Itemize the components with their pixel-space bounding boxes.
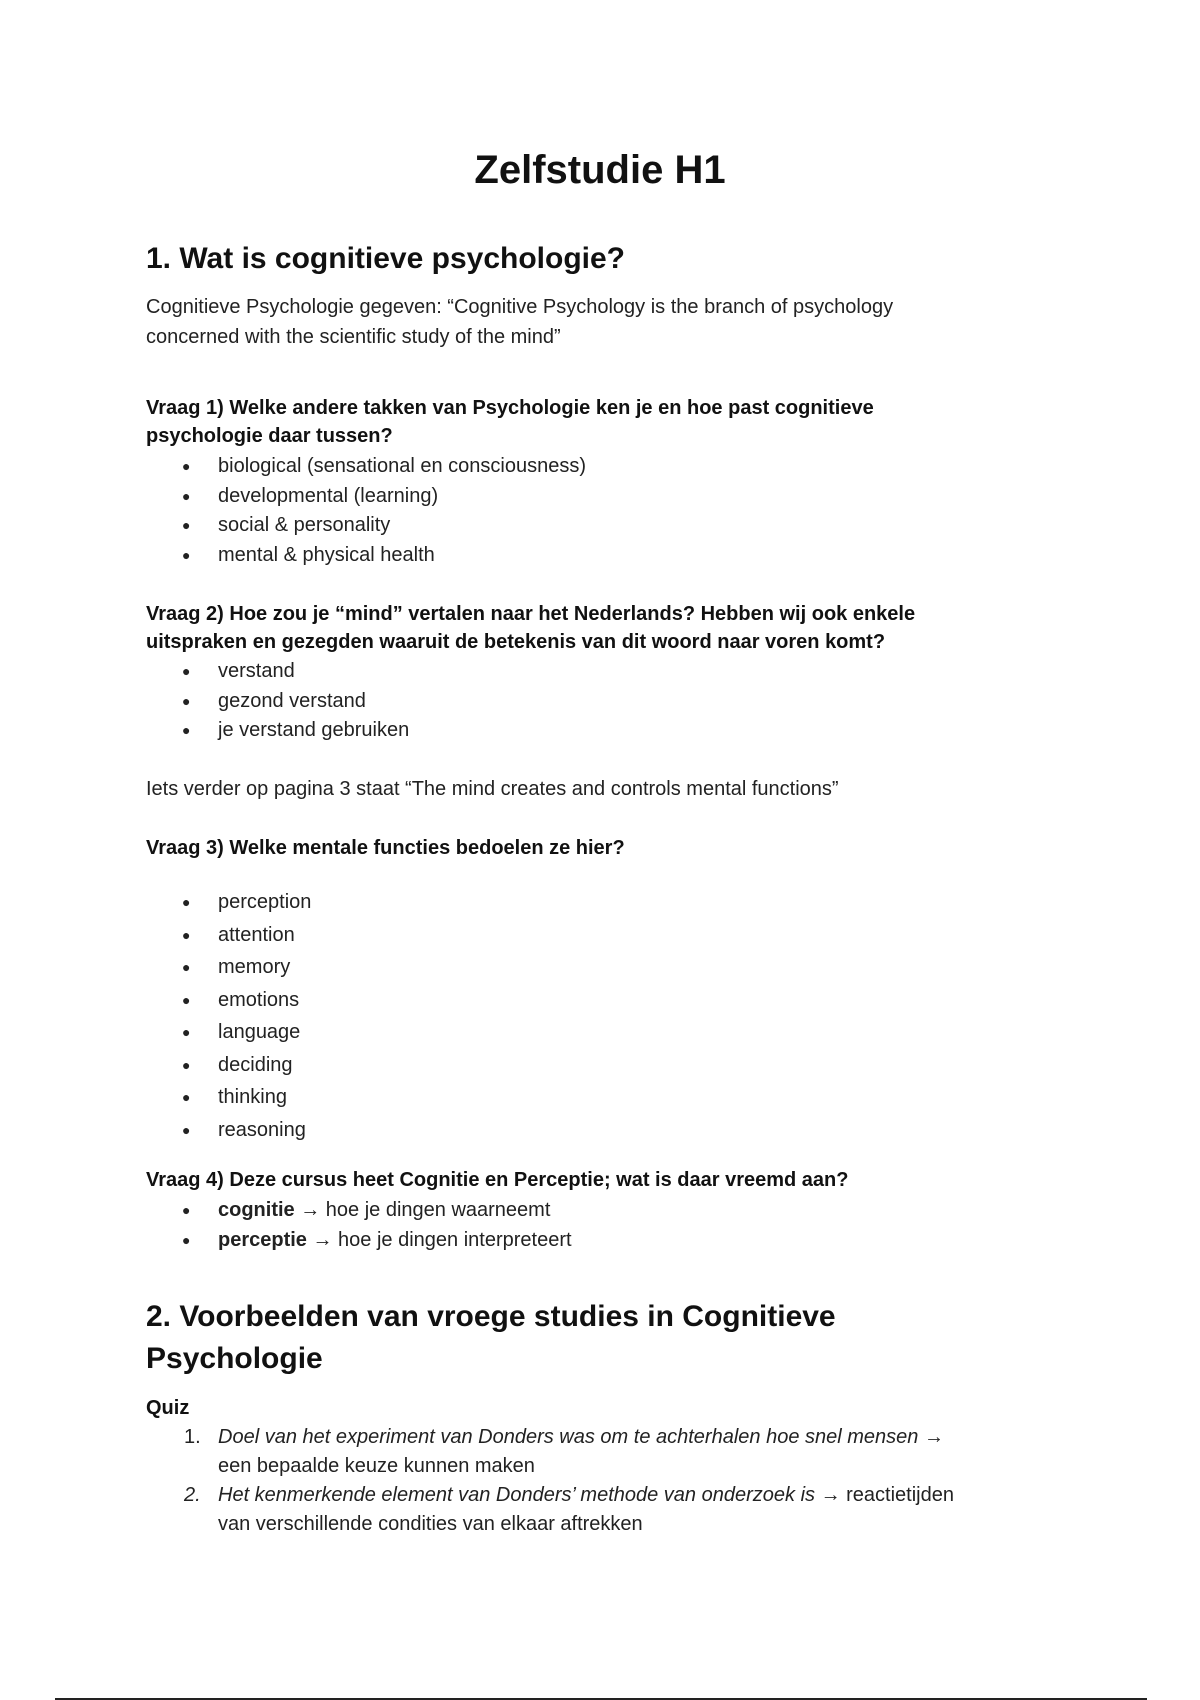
list-item: ● memory [146, 951, 311, 984]
list-item [146, 1226, 572, 1256]
intro-line-2: concerned with the scientific study of the mind” [146, 326, 561, 348]
definition: → hoe je dingen waarneemt [294, 1199, 551, 1221]
list-item: ● biological (sensational en consciousness) [146, 452, 586, 482]
list-item: ● gezond verstand [146, 687, 409, 717]
section-1-heading: 1. Wat is cognitieve psychologie? [146, 242, 625, 275]
list-item: ● mental & physical health [146, 541, 586, 571]
list-item: ● attention [146, 919, 311, 952]
list-item: ● thinking [146, 1081, 311, 1114]
quiz-answer: een bepaalde keuze kunnen maken [218, 1455, 535, 1477]
quiz-item [146, 1481, 954, 1539]
question-1-line-1: Vraag 1) Welke andere takken van Psychologie ken je en hoe past cognitieve [146, 397, 874, 419]
list-item: ● perception [146, 886, 311, 919]
list-item: ● je verstand gebruiken [146, 716, 409, 746]
section-2-heading-line-1: 2. Voorbeelden van vroege studies in Cognitieve [146, 1300, 836, 1333]
quiz-question: Doel van het experiment van Donders was om te achterhalen hoe snel mensen → [218, 1426, 944, 1448]
list-item: ● deciding [146, 1049, 311, 1082]
list-item: ● emotions [146, 984, 311, 1017]
quiz-list [146, 1423, 954, 1539]
term: perceptie [218, 1228, 307, 1251]
list-item: ● social & personality [146, 511, 586, 541]
page-title: Zelfstudie H1 [474, 148, 726, 192]
section-2-heading-line-2: Psychologie [146, 1342, 323, 1375]
quiz-label: Quiz [146, 1397, 190, 1419]
quiz-question: Het kenmerkende element van Donders’ methode van onderzoek is → [218, 1484, 841, 1506]
list-item [146, 1196, 572, 1226]
quiz-answer: van verschillende condities van elkaar aftrekken [218, 1513, 643, 1535]
term: cognitie [218, 1199, 295, 1221]
definition: → hoe je dingen interpreteert [306, 1228, 572, 1251]
quiz-number: 1. [184, 1426, 201, 1448]
question-1-line-2: psychologie daar tussen? [146, 425, 393, 447]
question-2-list [146, 657, 409, 746]
question-4-line-1: Vraag 4) Deze cursus heet Cognitie en Perceptie; wat is daar vreemd aan? [146, 1169, 849, 1191]
question-4-list [146, 1196, 572, 1255]
question-1-list [146, 452, 586, 570]
list-item: ● reasoning [146, 1114, 311, 1147]
question-2-line-2: uitspraken en gezegden waaruit de betekenis van dit woord naar voren komt? [146, 631, 886, 653]
quiz-item [146, 1423, 954, 1481]
quiz-answer-inline: reactietijden [840, 1484, 954, 1506]
note-paragraph: Iets verder op pagina 3 staat “The mind creates and controls mental functions” [146, 778, 839, 800]
question-2-line-1: Vraag 2) Hoe zou je “mind” vertalen naar het Nederlands? Hebben wij ook enkele [146, 603, 916, 625]
list-item: ● language [146, 1016, 311, 1049]
question-3-list [146, 886, 311, 1146]
list-item: ● verstand [146, 657, 409, 687]
list-item: ● developmental (learning) [146, 482, 586, 512]
quiz-number: 2. [184, 1484, 201, 1506]
question-3-line-1: Vraag 3) Welke mentale functies bedoelen ze hier? [146, 837, 625, 859]
intro-line-1: Cognitieve Psychologie gegeven: “Cognitive Psychology is the branch of psychology [146, 296, 894, 318]
